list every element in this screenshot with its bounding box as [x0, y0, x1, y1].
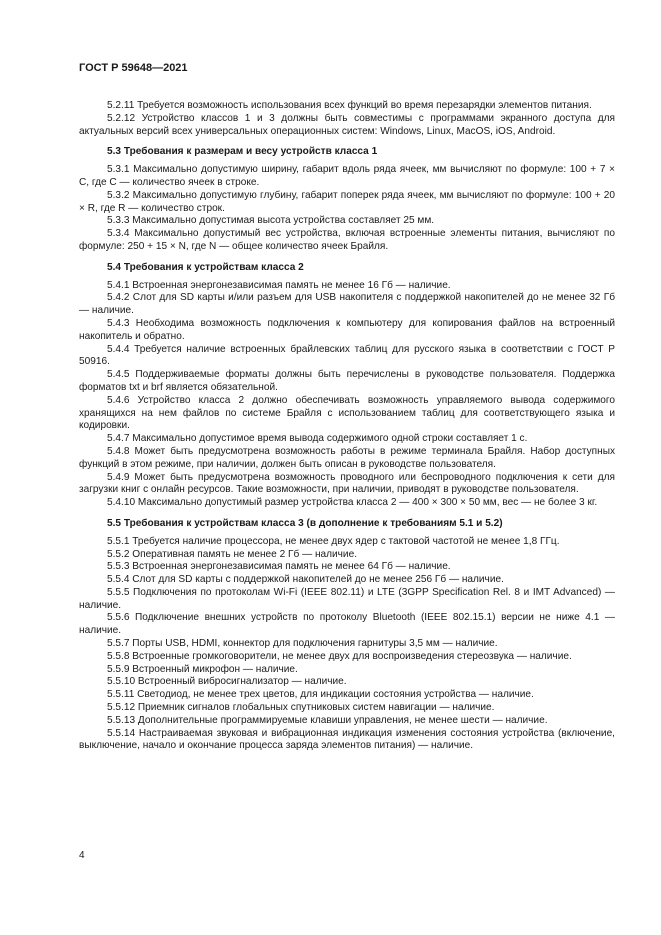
document-id: ГОСТ Р 59648—2021 [79, 62, 188, 74]
clause-5-4-3: 5.4.3 Необходима возможность подключения к компьютеру для копирования файлов на встроенный накопитель и обратно. [79, 317, 615, 342]
page-number: 4 [79, 850, 85, 861]
clause-5-5-2: 5.5.2 Оперативная память не менее 2 Гб — наличие. [107, 548, 357, 560]
clause-5-5-14: 5.5.14 Настраиваемая звуковая и вибрационная индикация изменения состояния устройства (включение, выключение, начало и окончание процесса заряда элементов питания) — наличие. [79, 727, 615, 752]
clause-5-4-10: 5.4.10 Максимально допустимый размер устройства класса 2 — 400 × 300 × 50 мм, вес — не более 3 кг. [107, 497, 598, 509]
section-heading-5-4: 5.4 Требования к устройствам класса 2 [107, 261, 304, 273]
clause-5-5-7: 5.5.7 Порты USB, HDMI, коннектор для подключения гарнитуры 3,5 мм — наличие. [107, 638, 498, 650]
clause-5-5-4: 5.5.4 Слот для SD карты с поддержкой накопителей до не менее 256 Гб — наличие. [107, 574, 504, 586]
clause-5-4-6: 5.4.6 Устройство класса 2 должно обеспечивать возможность управляемого вывода содержимого хранящихся на нем файлов по системе Брайля с использованием таблиц для соответствующего языка и кодировки. [79, 394, 615, 432]
clause-5-5-10: 5.5.10 Встроенный вибросигнализатор — наличие. [107, 676, 347, 688]
clause-5-4-1: 5.4.1 Встроенная энергонезависимая память не менее 16 Гб — наличие. [107, 279, 451, 291]
clause-5-2-12: 5.2.12 Устройство классов 1 и 3 должны быть совместимы с программами экранного доступа для актуальных версий всех универсальных операционных систем: Windows, Linux, MacOS, iOS, Android. [79, 112, 615, 137]
clause-5-3-2: 5.3.2 Максимально допустимую глубину, габарит поперек ряда ячеек, мм вычисляют по формуле: 100 + 20 × R, где R — количество строк. [79, 189, 615, 214]
document-body [79, 100, 615, 753]
clause-5-5-13: 5.5.13 Дополнительные программируемые клавиши управления, не менее шести — наличие. [107, 714, 548, 726]
clause-5-5-5: 5.5.5 Подключения по протоколам Wi-Fi (IEEE 802.11) и LTE (3GPP Specification Rel. 8 и IMT Advanced) — наличие. [79, 586, 615, 611]
clause-5-3-4: 5.3.4 Максимально допустимый вес устройства, включая встроенные элементы питания, вычисляют по формуле: 250 + 15 × N, где N — общее количество ячеек Брайля. [79, 228, 615, 252]
clause-5-4-8: 5.4.8 Может быть предусмотрена возможность работы в режиме терминала Брайля. Набор доступных функций в этом режиме, при наличии, должен быть описан в руководстве пользователя. [79, 445, 615, 470]
clause-5-3-1: 5.3.1 Максимально допустимую ширину, габарит вдоль ряда ячеек, мм вычисляют по формуле: 100 + 7 × C, где С — количество ячеек в строке. [79, 164, 615, 188]
clause-5-5-6: 5.5.6 Подключение внешних устройств по протоколу Bluetooth (IEEE 802.15.1) версии не ниже 4.1 — наличие. [79, 612, 615, 637]
clause-5-2-11: 5.2.11 Требуется возможность использования всех функций во время перезарядки элементов питания. [107, 100, 592, 111]
clause-5-5-1: 5.5.1 Требуется наличие процессора, не менее двух ядер с тактовой частотой не менее 1,8 ГГц. [107, 535, 560, 547]
clause-5-4-5: 5.4.5 Поддерживаемые форматы должны быть перечислены в руководстве пользователя. Поддержка форматов txt и brf является обязательной. [79, 369, 615, 393]
clause-5-4-9: 5.4.9 Может быть предусмотрена возможность проводного или беспроводного подключения к сети для загрузки книг с онлайн ресурсов. Такие возможности, при наличии, приводят в руководстве пользователя. [79, 471, 615, 496]
clause-5-3-3: 5.3.3 Максимально допустимая высота устройства составляет 25 мм. [107, 215, 435, 227]
clause-5-5-12: 5.5.12 Приемник сигналов глобальных спутниковых систем навигации — наличие. [107, 702, 495, 714]
section-heading-5-3: 5.3 Требования к размерам и весу устройств класса 1 [107, 146, 378, 158]
clause-5-5-3: 5.5.3 Встроенная энергонезависимая память не менее 64 Гб — наличие. [107, 561, 451, 573]
section-heading-5-5: 5.5 Требования к устройствам класса 3 (в дополнение к требованиям 5.1 и 5.2) [107, 517, 503, 529]
clause-5-4-4: 5.4.4 Требуется наличие встроенных брайлевских таблиц для русского языка в соответствии с ГОСТ Р 50916. [79, 343, 615, 368]
clause-5-4-2: 5.4.2 Слот для SD карты и/или разъем для USB накопителя с поддержкой накопителей до не менее 32 Гб — наличие. [79, 292, 615, 317]
clause-5-5-9: 5.5.9 Встроенный микрофон — наличие. [107, 663, 298, 675]
clause-5-5-8: 5.5.8 Встроенные громкоговорители, не менее двух для воспроизведения стереозвука — наличие. [107, 650, 572, 662]
clause-5-4-7: 5.4.7 Максимально допустимое время вывода содержимого одной строки составляет 1 с. [107, 433, 528, 445]
clause-5-5-11: 5.5.11 Светодиод, не менее трех цветов, для индикации состояния устройства — наличие. [107, 689, 534, 701]
